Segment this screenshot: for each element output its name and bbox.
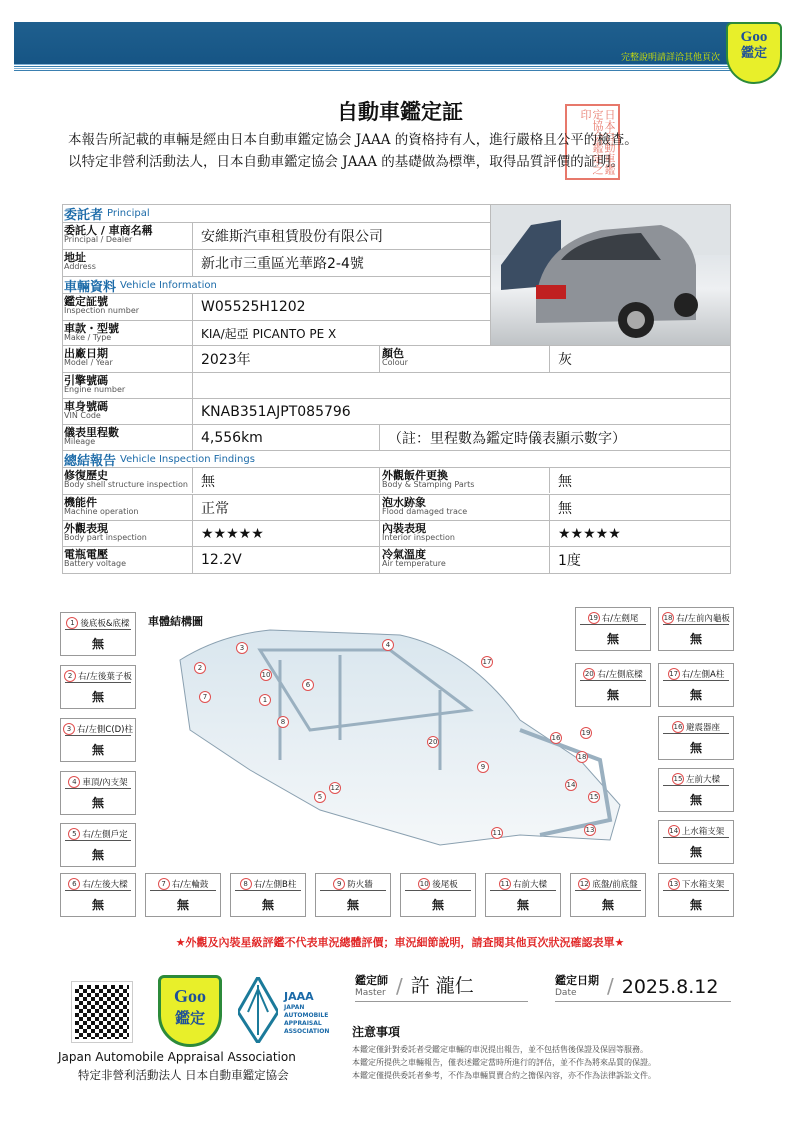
body-part-14 bbox=[658, 820, 734, 864]
diagram-marker-4: 4 bbox=[382, 639, 394, 651]
body-part-7 bbox=[145, 873, 221, 917]
part-value: 無 bbox=[606, 632, 619, 646]
row-engine-number bbox=[62, 372, 730, 398]
intro-line-2: 以特定非營利活動法人，日本自動車鑑定協会 JAAA 的基礎做為標準，取得品質評價的証明。 bbox=[68, 154, 625, 170]
part-label: 左前大樑 bbox=[685, 774, 720, 785]
body-part-18 bbox=[658, 607, 734, 651]
goo-logo-text: Goo bbox=[740, 29, 768, 45]
row-mileage bbox=[62, 424, 730, 450]
section-title-en: Vehicle Inspection Findings bbox=[120, 453, 255, 465]
label: 機能件 bbox=[64, 496, 97, 509]
label-en: Inspection number bbox=[64, 306, 140, 315]
body-part-1 bbox=[60, 612, 136, 656]
body-part-2 bbox=[60, 665, 136, 709]
diagram-marker-18: 18 bbox=[577, 753, 587, 761]
body-part-10 bbox=[400, 873, 476, 917]
label-en: Engine number bbox=[64, 385, 126, 394]
part-label: 車頂/內支架 bbox=[82, 777, 128, 788]
label: 車款・型號 bbox=[64, 322, 119, 335]
body-part-13 bbox=[658, 873, 734, 917]
jaaa-line: ASSOCIATION bbox=[284, 1028, 330, 1035]
goo-logo-subtext: 鑑定 bbox=[174, 1009, 205, 1027]
section-vehicle bbox=[62, 276, 490, 293]
finding-value: 無 bbox=[558, 473, 572, 490]
inspection-number-value: W05525H1202 bbox=[201, 299, 306, 315]
row-year-colour bbox=[62, 345, 730, 372]
label: 內裝表現 bbox=[382, 522, 426, 535]
finding-value: ★★★★★ bbox=[558, 525, 621, 542]
jaaa-wordmark bbox=[284, 990, 329, 1036]
jaaa-logo-icon bbox=[238, 977, 278, 1043]
diagram-marker-11: 11 bbox=[492, 829, 502, 837]
goo-logo-subtext: 鑑定 bbox=[740, 46, 767, 61]
section-principal bbox=[62, 205, 490, 222]
part-number: 18 bbox=[663, 613, 673, 622]
part-number: 15 bbox=[673, 774, 683, 783]
part-value: 無 bbox=[261, 898, 274, 912]
diagram-marker-6: 6 bbox=[302, 679, 314, 691]
finding-value: 無 bbox=[558, 500, 572, 517]
label: 鑑定証號 bbox=[64, 295, 108, 308]
part-number: 8 bbox=[240, 878, 252, 890]
part-value: 無 bbox=[689, 688, 702, 702]
part-number: 13 bbox=[669, 879, 679, 888]
diagram-marker-12: 12 bbox=[330, 784, 340, 792]
body-part-8 bbox=[230, 873, 306, 917]
diagram-marker-15: 15 bbox=[589, 793, 599, 801]
label: 鑑定日期 bbox=[555, 974, 599, 987]
association-name-zh: 特定非營利活動法人 日本自動車鑑定協会 bbox=[78, 1068, 289, 1082]
intro-line-1: 本報告所記載的車輛是經由日本自動車鑑定協会 JAAA 的資格持有人，進行嚴格且公平的檢查。 bbox=[68, 132, 638, 148]
part-number: 4 bbox=[68, 776, 80, 788]
row-address bbox=[62, 249, 490, 276]
findings-row bbox=[62, 494, 730, 520]
section-title-en: Principal bbox=[107, 208, 150, 219]
part-label: 上水箱支架 bbox=[681, 826, 725, 837]
label-en: Address bbox=[64, 262, 96, 271]
finding-value: ★★★★★ bbox=[193, 521, 380, 546]
row-make-type bbox=[62, 320, 490, 345]
part-number: 20 bbox=[584, 669, 594, 678]
part-value: 無 bbox=[516, 898, 529, 912]
label-en: Master bbox=[355, 988, 386, 998]
part-label: 底盤/前底盤 bbox=[592, 879, 638, 890]
label: 泡水跡象 bbox=[382, 496, 426, 509]
part-label: 後底板&底樑 bbox=[80, 618, 130, 629]
part-label: 後尾板 bbox=[432, 879, 458, 890]
part-number: 1 bbox=[66, 617, 78, 629]
body-part-20 bbox=[575, 663, 651, 707]
part-value: 無 bbox=[91, 898, 104, 912]
body-part-6 bbox=[60, 873, 136, 917]
part-label: 右/左側B柱 bbox=[253, 879, 297, 890]
goo-logo-text: Goo bbox=[173, 986, 206, 1006]
mileage-note: （註：里程數為鑑定時儀表顯示數字） bbox=[388, 430, 626, 447]
diagram-title: 車體結構圖 bbox=[148, 615, 203, 628]
part-label: 右/左輪鼓 bbox=[171, 879, 209, 890]
finding-value: 12.2V bbox=[193, 547, 380, 573]
part-number: 12 bbox=[579, 879, 589, 888]
goo-logo bbox=[726, 22, 782, 84]
diagram-marker-8: 8 bbox=[277, 716, 289, 728]
notes-section bbox=[352, 1023, 656, 1082]
findings-row bbox=[62, 467, 730, 493]
association-name-en: Japan Automobile Appraisal Association bbox=[58, 1050, 296, 1064]
part-value: 無 bbox=[601, 898, 614, 912]
row-inspection-number bbox=[62, 293, 490, 320]
mileage-value: 4,556km bbox=[193, 425, 380, 450]
jaaa-abbr: JAAA bbox=[284, 990, 314, 1003]
part-label: 右/左劍尾 bbox=[601, 613, 639, 624]
finding-value: 正常 bbox=[193, 495, 380, 520]
label: 電瓶電壓 bbox=[64, 548, 108, 561]
row-vin bbox=[62, 398, 730, 424]
diagram-marker-13: 13 bbox=[585, 826, 595, 834]
diagram-marker-1: 1 bbox=[259, 694, 271, 706]
diagram-marker-14: 14 bbox=[566, 781, 576, 789]
appraisal-date: 鑑定日期 Date / 2025.8.12 bbox=[555, 970, 731, 1002]
part-label: 右/左前內龜板 bbox=[676, 613, 730, 624]
jaaa-line: APPRAISAL bbox=[284, 1020, 322, 1027]
label: 儀表里程數 bbox=[64, 426, 119, 439]
master-signature: 鑑定師 Master / 許 瀧仁 bbox=[355, 970, 528, 1002]
diagram-marker-10: 10 bbox=[261, 671, 271, 679]
part-number: 7 bbox=[158, 878, 170, 890]
label-en: Colour bbox=[382, 358, 408, 367]
label-en: Model / Year bbox=[64, 358, 113, 367]
note-item: 本鑑定僅針對委託者受鑑定車輛的車況提出報告，並不包括售後保證及保固等服務。 bbox=[352, 1045, 648, 1054]
part-label: 右/左側C(D)柱 bbox=[77, 724, 133, 735]
label: 顏色 bbox=[382, 347, 404, 360]
finding-value: 1度 bbox=[558, 553, 581, 569]
diagram-marker-7: 7 bbox=[199, 691, 211, 703]
label-en: Air temperature bbox=[382, 559, 446, 568]
part-label: 右/左側A柱 bbox=[681, 669, 725, 680]
diagram-marker-9: 9 bbox=[477, 761, 489, 773]
label-en: Flood damaged trace bbox=[382, 507, 468, 516]
body-part-11 bbox=[485, 873, 561, 917]
part-number: 14 bbox=[669, 826, 679, 835]
label-en: Machine operation bbox=[64, 507, 139, 516]
diagram-marker-5: 5 bbox=[314, 791, 326, 803]
label: 修復歷史 bbox=[64, 469, 108, 482]
goo-appraisal-logo bbox=[158, 975, 222, 1047]
notes-title: 注意事項 bbox=[352, 1025, 401, 1039]
date-value: 2025.8.12 bbox=[621, 976, 719, 998]
label: 引擎號碼 bbox=[64, 374, 108, 387]
label-en: VIN Code bbox=[64, 411, 101, 420]
part-label: 右/左側戶定 bbox=[82, 829, 128, 840]
note-item: 本鑑定僅提供委託者參考，不作為車輛買賣合約之擔保內容，亦不作為法律訴訟文件。 bbox=[352, 1071, 656, 1080]
address-value: 新北市三重區光華路2-4號 bbox=[201, 256, 364, 272]
master-name: 許 瀧仁 bbox=[410, 975, 474, 997]
part-label: 右/左後大樑 bbox=[82, 879, 128, 890]
label-en: Interior inspection bbox=[382, 533, 455, 542]
body-part-16 bbox=[658, 716, 734, 760]
label: 外觀飯件更換 bbox=[382, 469, 448, 482]
part-value: 無 bbox=[689, 793, 702, 807]
section-title-en: Vehicle Information bbox=[120, 279, 217, 291]
section-title: 車輛資料 bbox=[64, 279, 117, 295]
part-label: 下水箱支架 bbox=[681, 879, 725, 890]
label-en: Mileage bbox=[64, 437, 96, 446]
body-part-4 bbox=[60, 771, 136, 815]
jaaa-line: JAPAN bbox=[284, 1004, 305, 1011]
diagram-marker-17: 17 bbox=[482, 658, 492, 666]
jaaa-line: AUTOMOBILE bbox=[284, 1012, 329, 1019]
banner-stripes bbox=[14, 64, 766, 72]
label-en: Battery voltage bbox=[64, 559, 127, 568]
model-year-value: 2023年 bbox=[193, 346, 380, 372]
dealer-value: 安維斯汽車租賃股份有限公司 bbox=[201, 229, 383, 245]
label: 委託人 / 車商名稱 bbox=[64, 224, 153, 237]
part-value: 無 bbox=[689, 898, 702, 912]
vehicle-photo bbox=[490, 205, 730, 345]
part-value: 無 bbox=[689, 845, 702, 859]
part-number: 10 bbox=[419, 879, 429, 888]
part-value: 無 bbox=[91, 848, 104, 862]
body-part-3 bbox=[60, 718, 136, 762]
body-part-15 bbox=[658, 768, 734, 812]
body-part-5 bbox=[60, 823, 136, 867]
part-number: 16 bbox=[673, 722, 683, 731]
part-value: 無 bbox=[91, 796, 104, 810]
make-type-value: KIA/起亞 PICANTO PE X bbox=[201, 326, 337, 341]
findings-row bbox=[62, 520, 730, 546]
part-label: 右前大樑 bbox=[512, 879, 547, 890]
part-number: 11 bbox=[500, 879, 510, 888]
body-part-17 bbox=[658, 663, 734, 707]
label-en: Date bbox=[555, 988, 577, 998]
part-value: 無 bbox=[91, 637, 104, 651]
label-en: Principal / Dealer bbox=[64, 235, 133, 244]
part-value: 無 bbox=[91, 690, 104, 704]
part-value: 無 bbox=[346, 898, 359, 912]
part-value: 無 bbox=[689, 632, 702, 646]
label: 出廠日期 bbox=[64, 347, 108, 360]
label-en: Body shell structure inspection bbox=[64, 480, 188, 489]
banner-note: 完整說明請詳洽其他頁次 bbox=[620, 53, 720, 63]
part-number: 6 bbox=[68, 878, 80, 890]
part-label: 右/左側底樑 bbox=[597, 669, 643, 680]
findings-row bbox=[62, 546, 730, 573]
body-part-19 bbox=[575, 607, 651, 651]
body-part-12 bbox=[570, 873, 646, 917]
part-number: 2 bbox=[64, 670, 76, 682]
section-findings bbox=[62, 450, 730, 467]
row-dealer bbox=[62, 222, 490, 249]
colour-value: 灰 bbox=[558, 352, 572, 368]
part-value: 無 bbox=[606, 688, 619, 702]
note-item: 本鑑定所提供之車輛報告，僅表述鑑定當時所進行的評估，並不作為將來品質的保證。 bbox=[352, 1058, 656, 1067]
page-title: 自動車鑑定証 bbox=[337, 100, 463, 124]
part-number: 5 bbox=[68, 828, 80, 840]
car-body-diagram bbox=[140, 620, 643, 870]
part-value: 無 bbox=[91, 743, 104, 757]
warning-note: ★外觀及內裝星級評鑑不代表車況總體評價；車況細節說明，請查閱其他頁次狀況確認表單★ bbox=[175, 936, 625, 949]
finding-value: 無 bbox=[193, 468, 380, 493]
part-number: 9 bbox=[333, 878, 345, 890]
section-title: 總結報告 bbox=[64, 453, 117, 469]
label: 外觀表現 bbox=[64, 522, 108, 535]
body-part-9 bbox=[315, 873, 391, 917]
part-number: 19 bbox=[589, 613, 599, 622]
diagram-marker-16: 16 bbox=[551, 734, 561, 742]
red-seal-stamp: 日本自動車鑑定協会鑑定之印 bbox=[565, 104, 620, 180]
label: 地址 bbox=[64, 251, 86, 264]
part-number: 3 bbox=[63, 723, 75, 735]
part-number: 17 bbox=[669, 669, 679, 678]
qr-code[interactable] bbox=[72, 982, 132, 1042]
diagram-marker-19: 19 bbox=[581, 729, 591, 737]
part-value: 無 bbox=[431, 898, 444, 912]
part-value: 無 bbox=[689, 741, 702, 755]
label: 冷氣溫度 bbox=[382, 548, 426, 561]
part-label: 防火牆 bbox=[347, 879, 373, 890]
label-en: Body part inspection bbox=[64, 533, 147, 542]
diagram-marker-2: 2 bbox=[194, 662, 206, 674]
section-title: 委託者 bbox=[64, 208, 104, 223]
label-en: Body & Stamping Parts bbox=[382, 480, 475, 489]
label: 車身號碼 bbox=[64, 400, 108, 413]
diagram-marker-20: 20 bbox=[428, 738, 438, 746]
vin-value: KNAB351AJPT085796 bbox=[201, 403, 351, 420]
part-value: 無 bbox=[176, 898, 189, 912]
engine-number-value bbox=[193, 373, 201, 398]
label-en: Make / Type bbox=[64, 333, 112, 342]
part-label: 右/左後葉子板 bbox=[78, 671, 132, 682]
diagram-marker-3: 3 bbox=[236, 642, 248, 654]
part-label: 避震器座 bbox=[685, 722, 720, 733]
label: 鑑定師 bbox=[355, 974, 388, 987]
